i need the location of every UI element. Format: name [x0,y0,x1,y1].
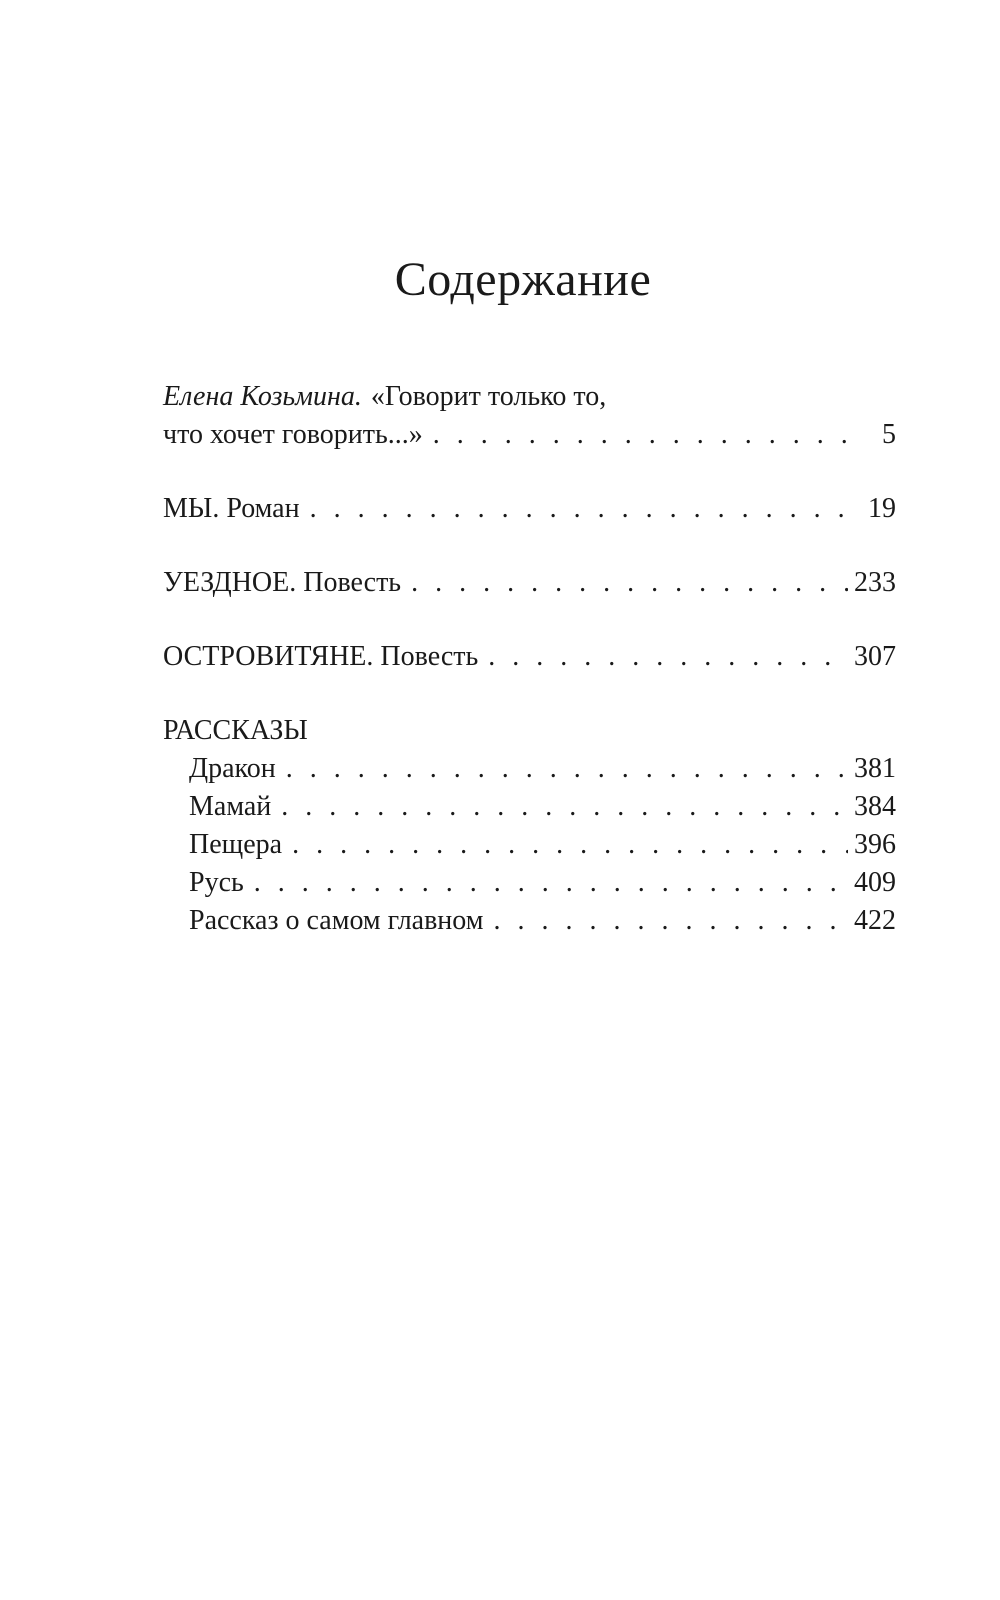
entry-title: Русь [189,867,244,898]
page-number: 409 [854,867,896,898]
page-number: 5 [882,419,896,450]
page-number: 233 [854,567,896,598]
leader-dots [488,638,848,676]
leader-dots [281,788,848,826]
leader-dots [411,564,848,602]
page-title: Содержание [394,253,652,306]
entry-title: Мамай [189,791,272,822]
entry-title: МЫ. Роман [163,493,300,524]
preface-author: Елена Козьмина. [163,381,362,412]
entry-title: УЕЗДНОЕ. Повесть [163,567,402,598]
toc-subentry[interactable] [189,864,896,902]
section-heading-stories [163,712,896,750]
page-number: 19 [868,493,896,524]
leader-dots [433,416,860,454]
page-number: 381 [854,753,896,784]
page-number: 384 [854,791,896,822]
page-number: 307 [854,641,896,672]
toc-subentry[interactable] [189,788,896,826]
entry-title: ОСТРОВИТЯНЕ. Повесть [163,641,479,672]
preface-title-part1: «Говорит только то, [370,381,607,412]
leader-dots [292,826,848,864]
toc-subentry[interactable] [189,826,896,864]
page-number: 422 [854,905,896,936]
toc-entry-preface[interactable] [163,416,896,454]
toc-entry[interactable] [163,490,896,528]
page-number: 396 [854,829,896,860]
leader-dots [310,490,860,528]
toc-subentry[interactable] [189,750,896,788]
leader-dots [493,902,848,940]
section-heading: РАССКАЗЫ [163,715,308,746]
preface-entry-line1 [163,378,896,416]
toc-entry[interactable] [163,564,896,602]
toc-entry[interactable] [163,638,896,676]
toc-subentry[interactable] [189,902,896,940]
leader-dots [286,750,848,788]
entry-title: Пещера [189,829,283,860]
entry-title: Дракон [189,753,276,784]
preface-title-part2: что хочет говорить...» [163,419,423,450]
leader-dots [254,864,848,902]
entry-title: Рассказ о самом главном [189,905,484,936]
